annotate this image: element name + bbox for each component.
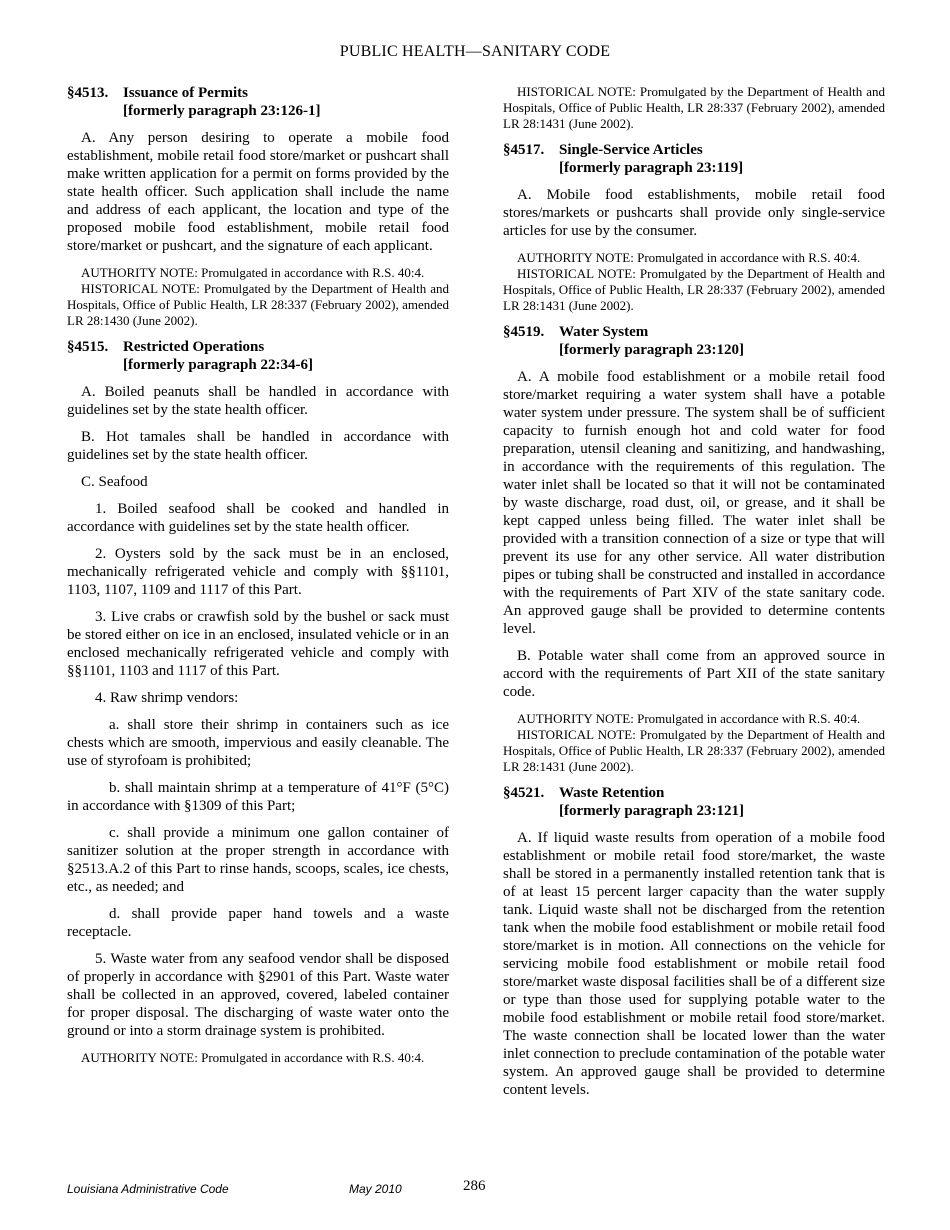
paragraph-4515-c5: 5. Waste water from any seafood vendor shall be disposed of properly in accordance with §2901 of this Part. Waste water shall be collected in an approved, covered, labeled container for proper disposal. The discharging of waste water onto the ground or into a storm drainage system is prohibited. — [67, 951, 449, 1039]
authority-note-4519: AUTHORITY NOTE: Promulgated in accordance with R.S. 40:4. — [517, 711, 861, 726]
authority-note-4515: AUTHORITY NOTE: Promulgated in accordance with R.S. 40:4. — [81, 1050, 425, 1065]
section-number: §4519. — [503, 324, 545, 340]
paragraph-4515-a: A. Boiled peanuts shall be handled in accordance with guidelines set by the state health officer. — [67, 384, 449, 418]
section-number: §4513. — [67, 85, 109, 101]
paragraph-4515-c4a: a. shall store their shrimp in containers such as ice chests which are smooth, impervious and easily cleanable. The use of styrofoam is prohibited; — [67, 717, 449, 769]
running-header: PUBLIC HEALTH—SANITARY CODE — [339, 43, 611, 60]
section-title: Water System — [559, 324, 649, 340]
authority-note-4513: AUTHORITY NOTE: Promulgated in accordance with R.S. 40:4. — [81, 265, 425, 280]
section-heading-4519 — [503, 323, 885, 359]
section-title: Waste Retention — [559, 785, 665, 801]
section-title: Single-Service Articles — [559, 142, 703, 158]
historical-note-4515: HISTORICAL NOTE: Promulgated by the Department of Health and Hospitals, Office of Public Health, LR 28:337 (February 2002), amended LR 28:1431 (June 2002). — [503, 84, 885, 131]
paragraph-4515-c4d: d. shall provide paper hand towels and a waste receptacle. — [67, 906, 449, 940]
left-column — [67, 84, 449, 1066]
paragraph-4517-a: A. Mobile food establishments, mobile retail food stores/markets or pushcarts shall provide only single-service articles for use by the consumer. — [503, 187, 885, 239]
paragraph-4515-c2: 2. Oysters sold by the sack must be in an enclosed, mechanically refrigerated vehicle and comply with §§1101, 1103, 1107, 1109 and 1117 of this Part. — [67, 546, 449, 598]
historical-note-4517: HISTORICAL NOTE: Promulgated by the Department of Health and Hospitals, Office of Public Health, LR 28:337 (February 2002), amended LR 28:1431 (June 2002). — [503, 266, 885, 313]
paragraph-4515-c4: 4. Raw shrimp vendors: — [95, 690, 239, 706]
paragraph-4515-c4c: c. shall provide a minimum one gallon container of sanitizer solution at the proper strength in accordance with §2513.A.2 of this Part to rinse hands, scoops, scales, ice chests, etc., as needed; and — [67, 825, 449, 895]
paragraph-4515-c1: 1. Boiled seafood shall be cooked and handled in accordance with guidelines set by the state health officer. — [67, 501, 449, 535]
footer-date: May 2010 — [349, 1182, 402, 1196]
paragraph-4519-b: B. Potable water shall come from an approved source in accord with the requirements of Part XII of the state sanitary code. — [503, 648, 885, 700]
section-heading-4517 — [503, 141, 885, 177]
paragraph-4515-b: B. Hot tamales shall be handled in accordance with guidelines set by the state health officer. — [67, 429, 449, 463]
paragraph-4515-c: C. Seafood — [81, 474, 148, 490]
section-heading-4513 — [67, 84, 449, 120]
paragraph-4521-a: A. If liquid waste results from operation of a mobile food establishment or mobile retail food store/market, the waste shall be stored in a permanently installed retention tank that is of at least 15 percent larger capacity than the water supply tank. Liquid waste shall not be discharged from the retention tank when the mobile food establishment or mobile retail food store/market is in motion. All connections on the vehicle for servicing mobile food establishment or mobile retail food store/market waste disposal facilities shall be of a different size or type than those used for supplying potable water to the mobile food establishment or mobile retail food store/market. The waste connection shall be located lower than the water inlet connection to preclude contamination of the potable water system. An approved gauge shall be provided to determine content levels. — [503, 830, 885, 1098]
section-title: Restricted Operations — [123, 339, 265, 355]
authority-note-4517: AUTHORITY NOTE: Promulgated in accordance with R.S. 40:4. — [517, 250, 861, 265]
section-heading-4515 — [67, 338, 449, 374]
section-former-reference: [formerly paragraph 23:126-1] — [123, 103, 321, 119]
page-number: 286 — [463, 1178, 486, 1194]
paragraph-4513-a: A. Any person desiring to operate a mobile food establishment, mobile retail food store/market or pushcart shall make written application for a permit on forms provided by the state health officer. Such application shall include the name and address of each applicant, the location and type of the proposed mobile food establishment, mobile retail food store/market or pushcart, and the signature of each applicant. — [67, 130, 449, 254]
paragraph-4515-c4b: b. shall maintain shrimp at a temperature of 41°F (5°C) in accordance with §1309 of this Part; — [67, 780, 449, 814]
section-number: §4517. — [503, 142, 545, 158]
paragraph-4519-a: A. A mobile food establishment or a mobile retail food store/market requiring a water system shall have a potable water system under pressure. The system shall be of sufficient capacity to furnish enough hot and cold water for food preparation, utensil cleaning and sanitizing, and handwashing, in accordance with the requirements of this regulation. The water inlet shall be located so that it will not be contaminated by waste discharge, road dust, oil, or grease, and it shall be kept capped unless being filled. The water inlet shall be provided with a transition connection of a size or type that will prevent its use for any other service. All water distribution pipes or tubing shall be constructed and installed in accordance with the requirements of Part XIV of the state sanitary code. An approved gauge shall be provided to determine contents level. — [503, 369, 885, 637]
section-heading-4521 — [503, 784, 885, 820]
historical-note-4513: HISTORICAL NOTE: Promulgated by the Department of Health and Hospitals, Office of Public Health, LR 28:337 (February 2002), amended LR 28:1430 (June 2002). — [67, 281, 449, 328]
paragraph-4515-c3: 3. Live crabs or crawfish sold by the bushel or sack must be stored either on ice in an enclosed, insulated vehicle or in an enclosed mechanically refrigerated vehicle and comply with §§1101, 1103 and 1117 of this Part. — [67, 609, 449, 679]
section-former-reference: [formerly paragraph 23:120] — [559, 342, 744, 358]
section-title: Issuance of Permits — [123, 85, 248, 101]
right-column — [503, 84, 885, 1108]
section-former-reference: [formerly paragraph 23:121] — [559, 803, 744, 819]
historical-note-4519: HISTORICAL NOTE: Promulgated by the Department of Health and Hospitals, Office of Public Health, LR 28:337 (February 2002), amended LR 28:1431 (June 2002). — [503, 727, 885, 774]
section-former-reference: [formerly paragraph 22:34-6] — [123, 357, 313, 373]
section-number: §4521. — [503, 785, 545, 801]
section-former-reference: [formerly paragraph 23:119] — [559, 160, 744, 176]
section-number: §4515. — [67, 339, 109, 355]
footer-publication: Louisiana Administrative Code — [67, 1182, 229, 1196]
